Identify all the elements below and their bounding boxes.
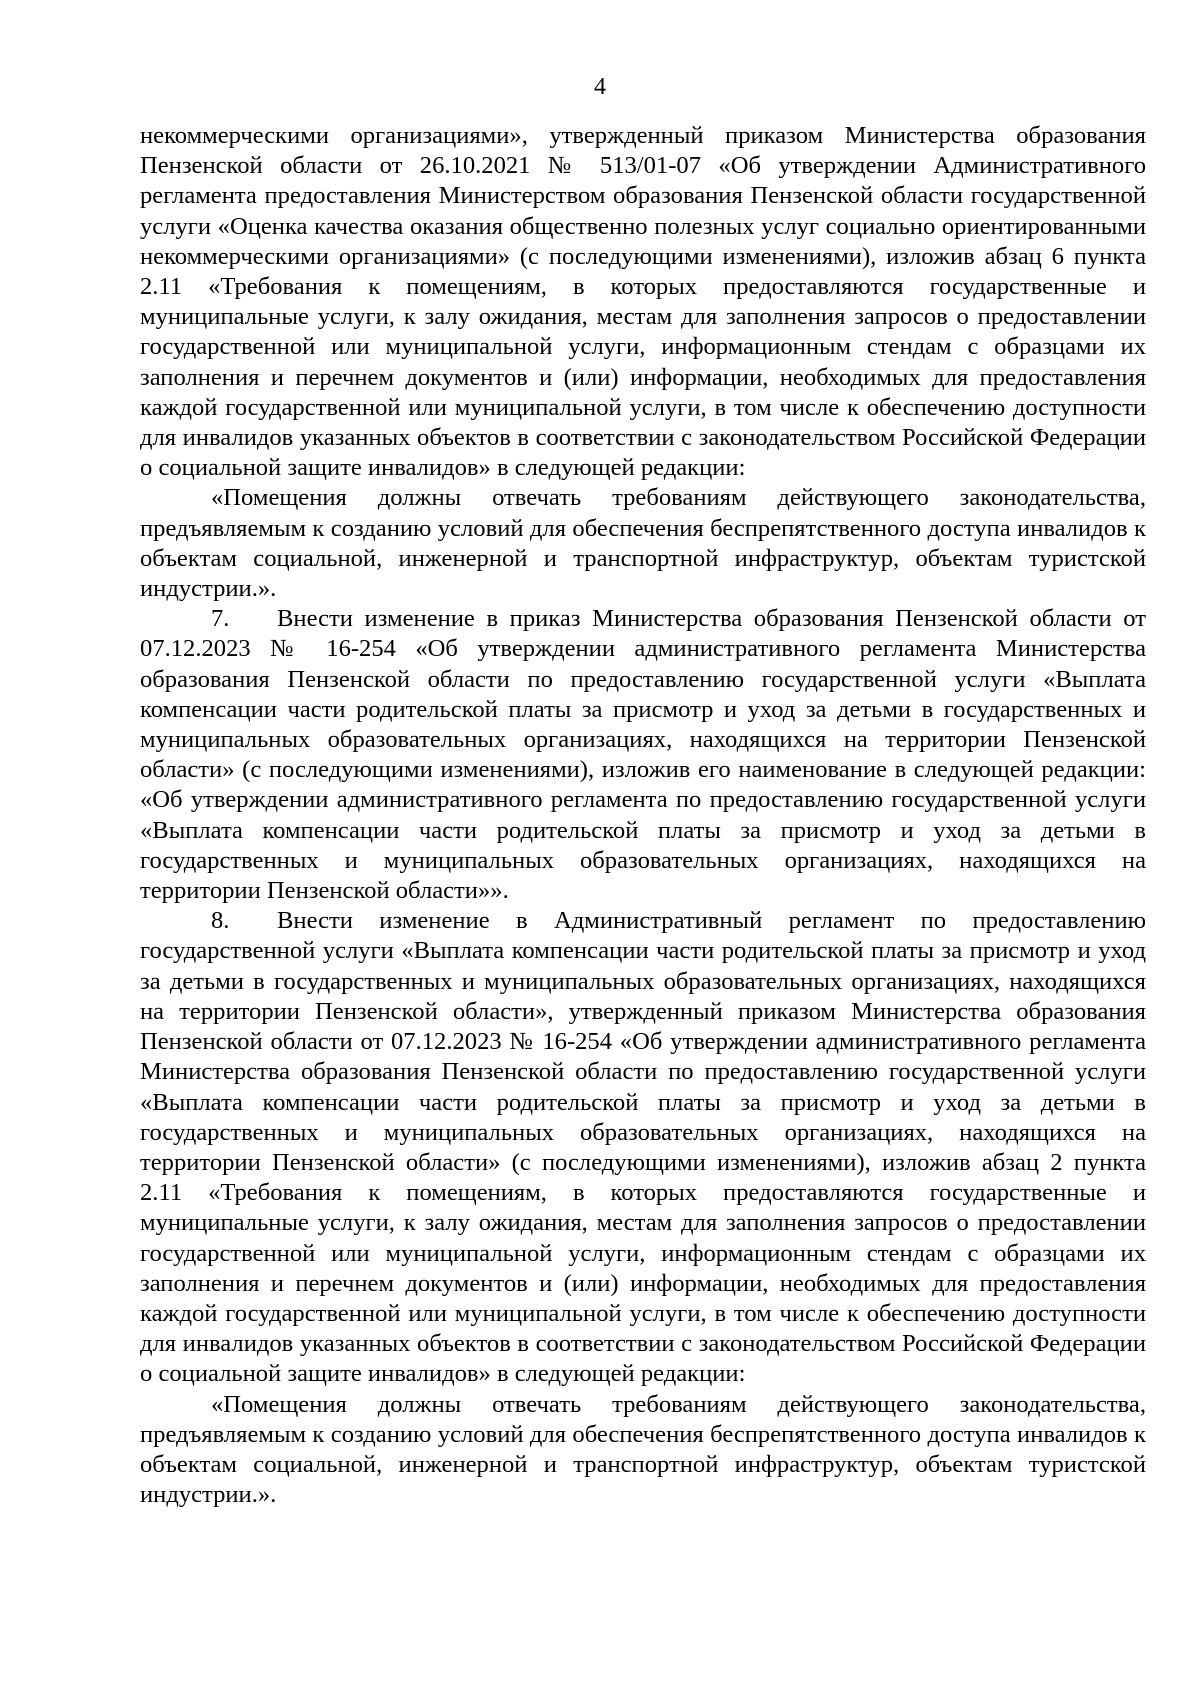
paragraph-continuation	[140, 121, 1146, 483]
paragraph-item-7	[140, 604, 1146, 906]
paragraph-item-8	[140, 906, 1146, 1389]
paragraph-quote	[140, 1390, 1146, 1511]
item-number: 8.	[211, 907, 230, 935]
paragraph-quote	[140, 483, 1146, 604]
paragraph-text: «Помещения должны отвечать требованиям действующего законодательства, предъявляемым к созданию условий для обеспечения беспрепятственного доступа инвалидов к объектам социальной, инженерной и транспортной инфраструктур, объектам туристской индустрии.».	[140, 484, 1146, 603]
paragraph-text: Внести изменение в приказ Министерства образования Пензенской области от 07.12.2023 № 16-254 «Об утверждении административного регламента Министерства образования Пензенской области по предоставлению государственной услуги «Выплата компенсации части родительской платы за присмотр и уход за детьми в государственных и муниципальных образовательных организациях, находящихся на территории Пензенской области» (с последующими изменениями), изложив его наименование в следующей редакции: «Об утверждении административного регламента по предоставлению государственной услуги «Выплата компенсации части родительской платы за присмотр и уход за детьми в государственных и муниципальных образовательных организациях, находящихся на территории Пензенской области»».	[140, 605, 1146, 905]
item-number: 7.	[211, 605, 230, 633]
paragraph-text: «Помещения должны отвечать требованиям действующего законодательства, предъявляемым к созданию условий для обеспечения беспрепятственного доступа инвалидов к объектам социальной, инженерной и транспортной инфраструктур, объектам туристской индустрии.».	[140, 1390, 1146, 1509]
document-body	[140, 121, 1146, 1510]
paragraph-text: Внести изменение в Административный регламент по предоставлению государственной услуги «Выплата компенсации части родительской платы за присмотр и уход за детьми в государственных и муниципальных образовательных организациях, находящихся на территории Пензенской области», утвержденный приказом Министерства образования Пензенской области от 07.12.2023 № 16-254 «Об утверждении административного регламента Министерства образования Пензенской области по предоставлению государственной услуги «Выплата компенсации части родительской платы за присмотр и уход за детьми в государственных и муниципальных образовательных организациях, находящихся на территории Пензенской области» (с последующими изменениями), изложив абзац 2 пункта 2.11 «Требования к помещениям, в которых предоставляются государственные и муниципальные услуги, к залу ожидания, местам для заполнения запросов о предоставлении государственной или муниципальной услуги, информационным стендам с образцами их заполнения и перечнем документов и (или) информации, необходимых для предоставления каждой государственной или муниципальной услуги, в том числе к обеспечению доступности для инвалидов указанных объектов в соответствии с законодательством Российской Федерации о социальной защите инвалидов» в следующей редакции:	[140, 907, 1146, 1388]
paragraph-text: некоммерческими организациями», утвержденный приказом Министерства образования Пензенской области от 26.10.2021 № 513/01-07 «Об утверждении Административного регламента предоставления Министерством образования Пензенской области государственной услуги «Оценка качества оказания общественно полезных услуг социально ориентированными некоммерческими организациями» (с последующими изменениями), изложив абзац 6 пункта 2.11 «Требования к помещениям, в которых предоставляются государственные и муниципальные услуги, к залу ожидания, местам для заполнения запросов о предоставлении государственной или муниципальной услуги, информационным стендам с образцами их заполнения и перечнем документов и (или) информации, необходимых для предоставления каждой государственной или муниципальной услуги, в том числе к обеспечению доступности для инвалидов указанных объектов в соответствии с законодательством Российской Федерации о социальной защите инвалидов» в следующей редакции:	[140, 122, 1146, 482]
page-number: 4	[594, 74, 606, 100]
